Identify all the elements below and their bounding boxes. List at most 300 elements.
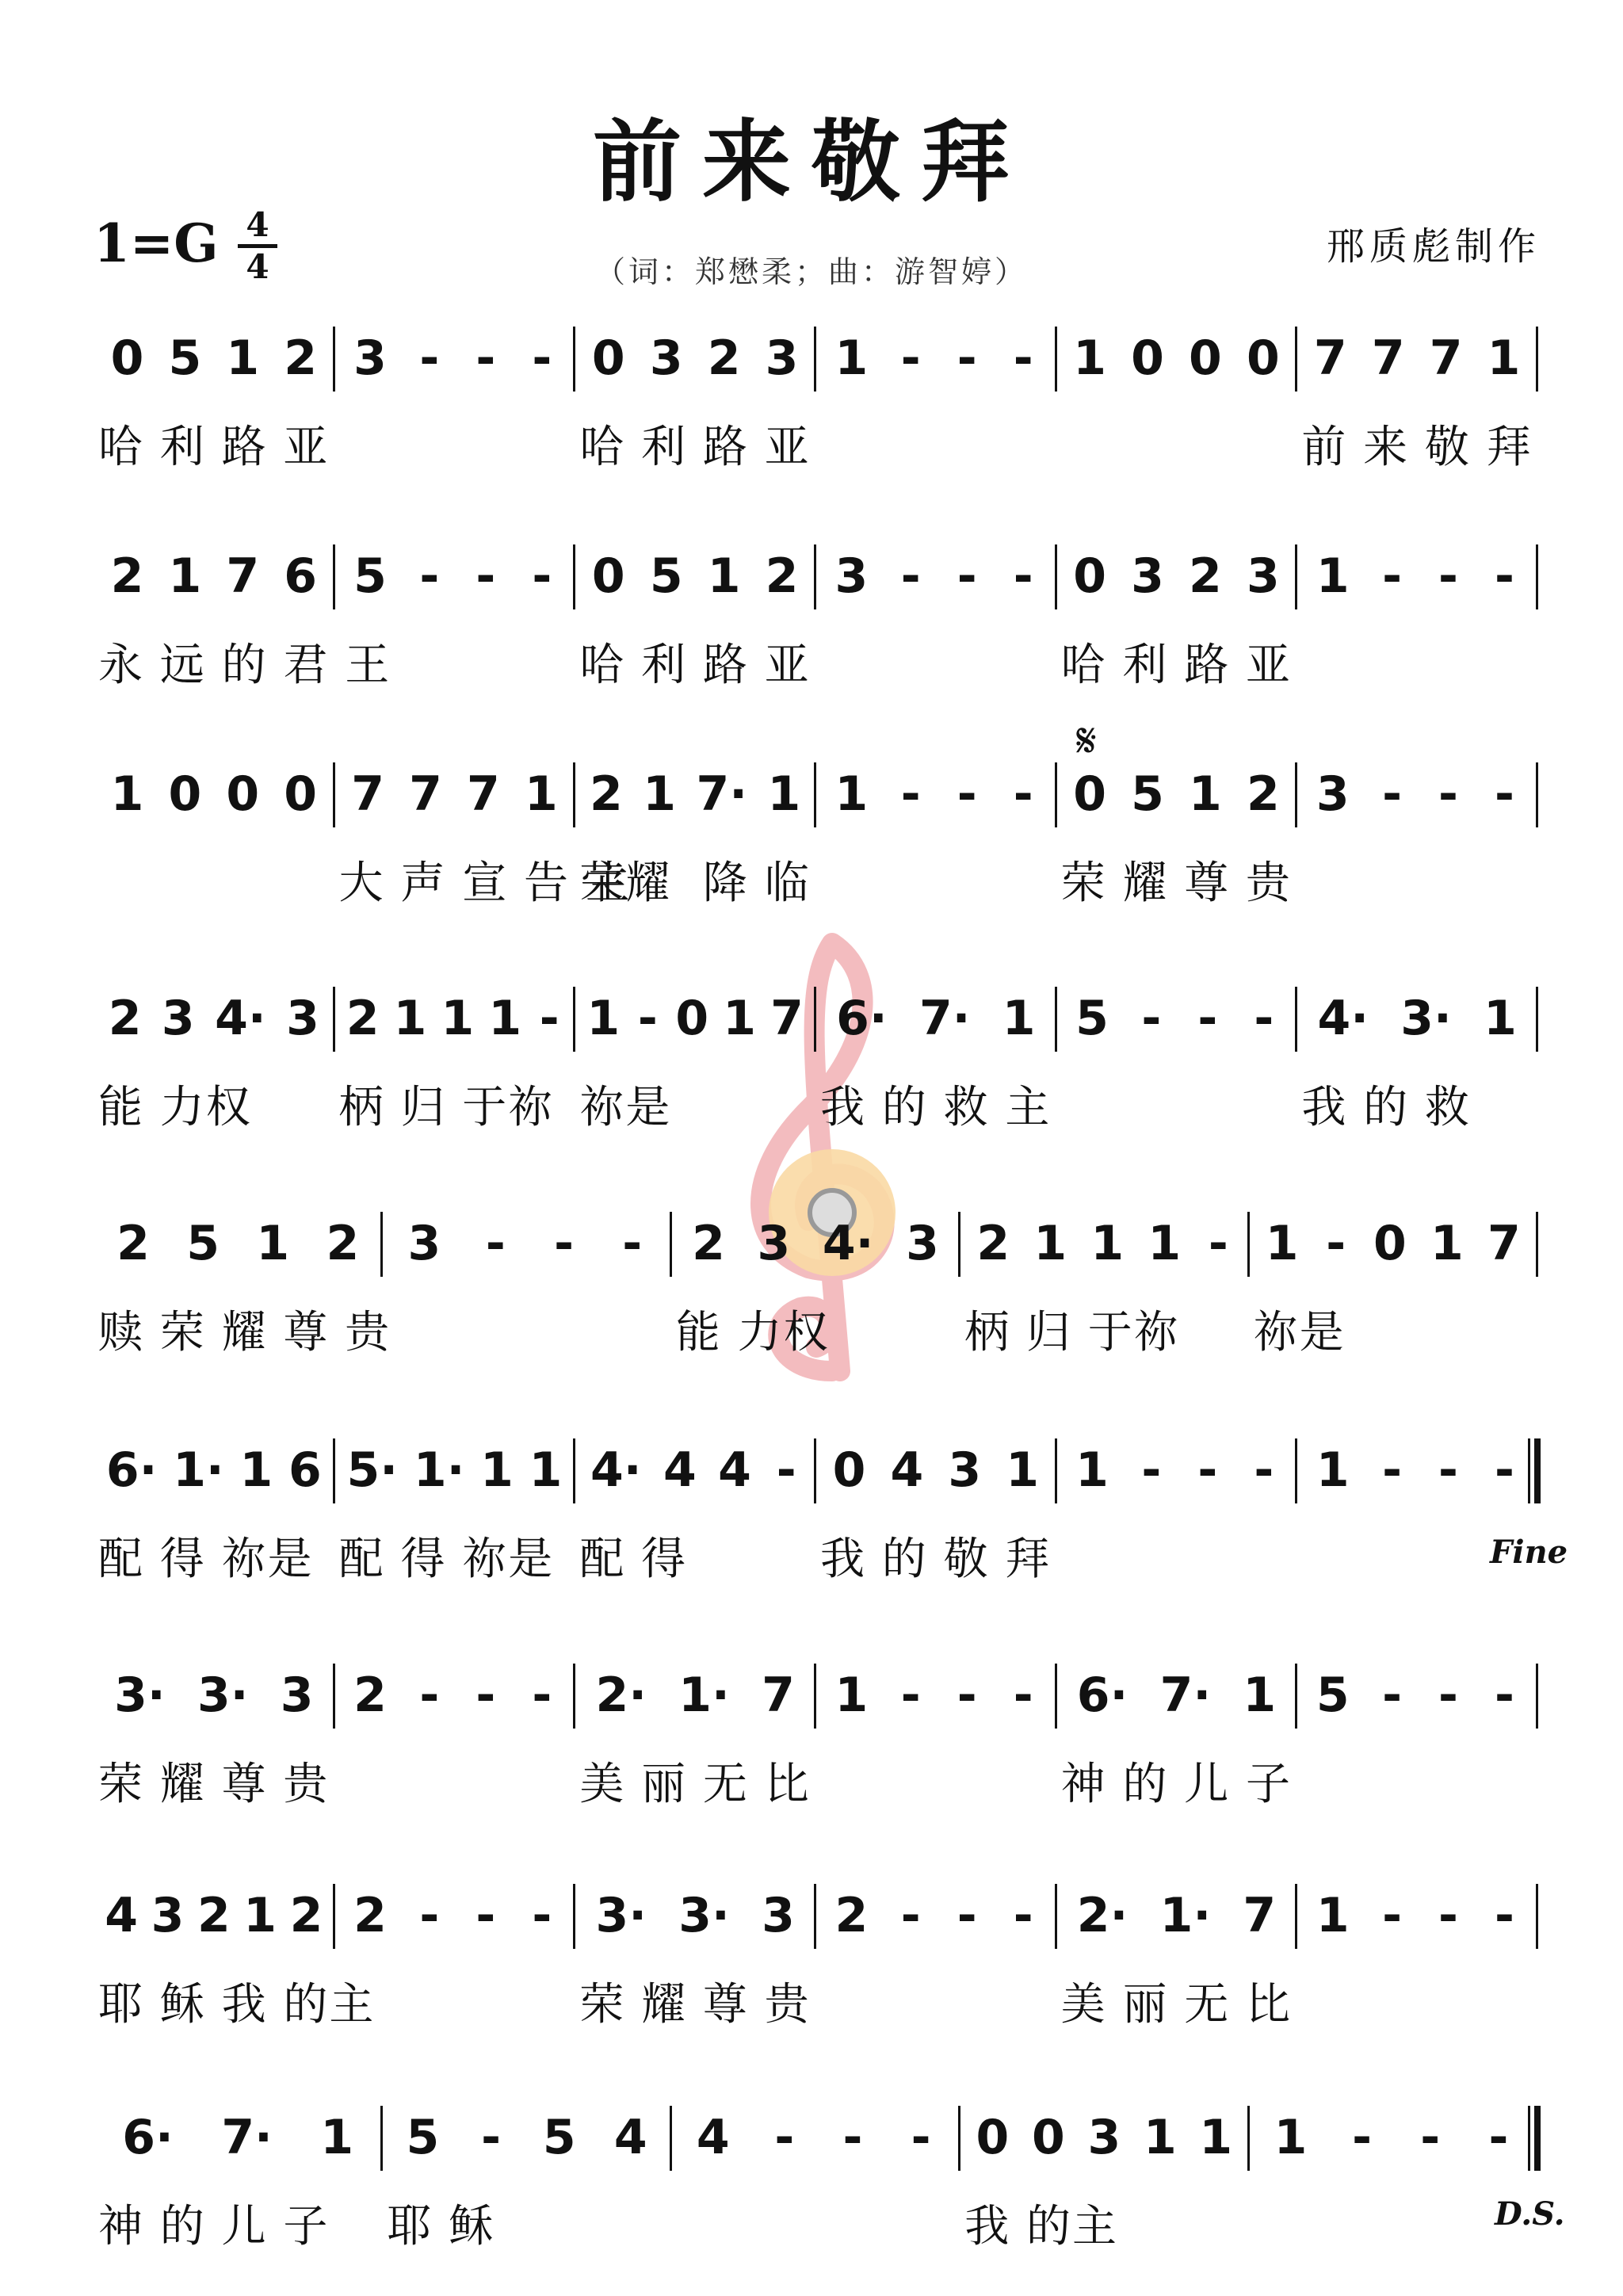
measure: [579, 1890, 811, 1941]
note: 1: [226, 330, 260, 386]
note: 7: [409, 766, 442, 822]
note: 1: [1143, 2110, 1177, 2165]
note-extension: -: [1495, 766, 1514, 822]
note: 2·: [1076, 1888, 1128, 1943]
lyric-text: 哈 利 路 亚: [1060, 640, 1293, 691]
measure: [1061, 766, 1293, 822]
key-signature: 1=G: [94, 212, 219, 274]
note: 2: [590, 766, 623, 822]
note: 3: [280, 1668, 314, 1723]
note: 7·: [1159, 1668, 1212, 1723]
note-extension: -: [475, 1668, 496, 1723]
note: 0: [226, 766, 260, 822]
note: 6·: [105, 1442, 158, 1498]
barline: [573, 327, 575, 392]
note: 1·: [678, 1668, 730, 1723]
barline: [333, 1884, 335, 1949]
measure: [1301, 1670, 1533, 1721]
note-extension: -: [1208, 1216, 1228, 1271]
note: 6: [288, 1442, 322, 1498]
note-extension: -: [1382, 766, 1402, 822]
note: 1: [524, 766, 558, 822]
note: 1: [1316, 1888, 1350, 1943]
note-extension: -: [957, 548, 977, 604]
note-extension: -: [957, 766, 977, 822]
note-extension: -: [419, 330, 440, 386]
measure: [579, 1442, 811, 1498]
note: 1: [1274, 2110, 1308, 2165]
note-extension: -: [637, 991, 658, 1046]
note: 1: [1090, 1216, 1125, 1271]
note: 5: [353, 548, 387, 604]
note-extension: -: [957, 330, 977, 386]
note: 7: [1429, 330, 1463, 386]
note-extension: -: [1495, 1668, 1514, 1723]
note: 4: [890, 1442, 924, 1498]
note: 7: [226, 548, 260, 604]
note: 5: [406, 2110, 440, 2165]
measure: [339, 766, 571, 822]
note: 7·: [221, 2110, 273, 2165]
note: 7: [351, 766, 384, 822]
note: 3: [161, 991, 195, 1046]
barline: [333, 762, 335, 827]
note: 1: [834, 330, 869, 386]
final-barline: [1528, 1438, 1541, 1503]
barline: [958, 1212, 960, 1277]
note: 2: [116, 1216, 150, 1271]
lyric-text: 配 得 祢是: [98, 1534, 314, 1585]
note: 2: [692, 1216, 725, 1271]
barline: [1295, 987, 1297, 1052]
note: 3: [649, 330, 683, 386]
note: 3·: [1400, 991, 1452, 1046]
note: 1: [1073, 330, 1106, 386]
note: 5: [1316, 1668, 1350, 1723]
measure: [339, 1890, 571, 1941]
note: 0: [832, 1442, 866, 1498]
note-extension: -: [481, 2110, 502, 2165]
note: 4·: [822, 1216, 874, 1271]
note: 3: [353, 330, 387, 386]
note-extension: -: [1197, 991, 1218, 1046]
note: 4·: [1317, 991, 1369, 1046]
note: 1: [586, 991, 621, 1046]
note: 2: [1189, 548, 1222, 604]
barline: [380, 2106, 383, 2171]
note: 1: [488, 991, 522, 1046]
barline: [573, 1438, 575, 1503]
measure: [98, 1218, 377, 1269]
note: 7: [762, 1668, 795, 1723]
note: 1: [1243, 1668, 1277, 1723]
note: 1: [723, 991, 757, 1046]
note: 3: [948, 1442, 982, 1498]
note: 0: [284, 766, 318, 822]
measure: [964, 1218, 1243, 1269]
note-extension: -: [1254, 1442, 1274, 1498]
note-extension: -: [532, 1668, 552, 1723]
barline: [814, 544, 816, 609]
measure: [387, 1218, 666, 1269]
note: 1: [1075, 1442, 1109, 1498]
barline: [814, 1438, 816, 1503]
arranger-credit: 邢质彪制作: [1326, 224, 1541, 269]
lyric-text: 前 来 敬 拜: [1301, 422, 1533, 473]
barline: [1536, 544, 1538, 609]
barline: [1536, 1664, 1538, 1729]
note: 3: [906, 1216, 939, 1271]
note: 4: [696, 2110, 730, 2165]
note: 1: [1033, 1216, 1067, 1271]
note: 0: [1189, 330, 1222, 386]
lyric-text: 荣 耀 尊 贵: [579, 1979, 811, 2030]
time-signature-top: 4: [246, 205, 269, 244]
measure: [98, 1670, 330, 1721]
lyric-text: 荣 耀 尊 贵: [1060, 858, 1293, 909]
note-extension: -: [957, 1668, 977, 1723]
measure: [1301, 548, 1533, 604]
barline: [958, 2106, 960, 2171]
note: 0: [1246, 330, 1280, 386]
note: 6: [284, 548, 318, 604]
note: 1: [243, 1888, 277, 1943]
note-extension: -: [419, 548, 440, 604]
lyric-text: 柄 归 于祢: [964, 1307, 1180, 1358]
lyric-text: 能 力权: [98, 1082, 252, 1133]
note: 5: [186, 1216, 220, 1271]
measure: [1061, 993, 1293, 1044]
note-extension: -: [1013, 1668, 1033, 1723]
note-extension: -: [475, 548, 496, 604]
note-extension: -: [1438, 548, 1458, 604]
measure: [964, 2112, 1243, 2163]
measure: [339, 993, 571, 1044]
barline: [814, 327, 816, 392]
note: 2: [197, 1888, 231, 1943]
measure: [387, 2112, 666, 2163]
note-extension: -: [419, 1668, 440, 1723]
lyric-text: 耶 稣 我 的主: [98, 1979, 376, 2030]
note-extension: -: [1382, 548, 1402, 604]
barline: [814, 1884, 816, 1949]
note: 1: [707, 548, 741, 604]
barline: [333, 987, 335, 1052]
measure: [339, 330, 571, 386]
note: 0: [1032, 2110, 1065, 2165]
lyric-text: 美 丽 无 比: [1060, 1979, 1293, 2030]
note: 1: [1316, 548, 1350, 604]
note-extension: -: [1438, 1888, 1458, 1943]
barline: [1055, 1664, 1057, 1729]
time-signature-bottom: 4: [246, 247, 269, 286]
note: 2: [289, 1888, 323, 1943]
note-extension: -: [1141, 991, 1162, 1046]
barline: [1055, 987, 1057, 1052]
barline: [670, 2106, 672, 2171]
barline: [380, 1212, 383, 1277]
measure: [98, 1890, 330, 1941]
note: 7·: [918, 991, 971, 1046]
note: 3: [1246, 548, 1280, 604]
note-extension: -: [842, 2110, 863, 2165]
measure: [820, 1890, 1052, 1941]
note: 0: [1131, 330, 1164, 386]
barline: [333, 1664, 335, 1729]
measure: [98, 2112, 377, 2163]
lyric-text: 柄 归 于祢: [338, 1082, 555, 1133]
note: 6·: [836, 991, 888, 1046]
note: 1: [1487, 330, 1521, 386]
barline: [814, 987, 816, 1052]
note: 2: [353, 1668, 387, 1723]
barline: [573, 1664, 575, 1729]
note-extension: -: [1420, 2110, 1441, 2165]
barline: [1295, 1664, 1297, 1729]
ds-mark: D.S.: [1495, 2195, 1565, 2233]
lyric-text: 我 的 救: [1301, 1082, 1471, 1133]
measure: [1254, 1218, 1533, 1269]
note-extension: -: [774, 2110, 795, 2165]
note-extension: -: [900, 548, 921, 604]
measure: [820, 766, 1052, 822]
note-extension: -: [419, 1888, 440, 1943]
measure: [1301, 330, 1533, 386]
barline: [573, 1884, 575, 1949]
lyric-text: 我 的主: [964, 2201, 1118, 2252]
note: 2: [1246, 766, 1280, 822]
lyric-text: 祢是: [1253, 1307, 1346, 1358]
note: 3·: [114, 1668, 166, 1723]
note-extension: -: [1438, 1668, 1458, 1723]
measure: [676, 1218, 955, 1269]
note: 2: [284, 330, 318, 386]
lyric-text: 荣 耀 尊 贵: [98, 1759, 330, 1810]
measure: [1301, 1890, 1533, 1941]
note-extension: -: [1254, 991, 1274, 1046]
barline: [573, 987, 575, 1052]
measure: [1061, 330, 1293, 386]
note: 1: [1199, 2110, 1233, 2165]
note-extension: -: [1438, 766, 1458, 822]
lyric-text: 哈 利 路 亚: [579, 422, 811, 473]
measure: [98, 548, 330, 604]
measure: [820, 1442, 1052, 1498]
note: 1: [834, 1668, 869, 1723]
measure: [1301, 766, 1533, 822]
note: 5: [1131, 766, 1164, 822]
barline: [1295, 762, 1297, 827]
note: 3: [1087, 2110, 1121, 2165]
barline: [1055, 762, 1057, 827]
note: 5: [168, 330, 202, 386]
barline: [1536, 762, 1538, 827]
barline: [1536, 987, 1538, 1052]
measure: [1254, 2112, 1533, 2163]
barline: [1247, 2106, 1250, 2171]
lyric-text: 耶 稣: [387, 2201, 495, 2252]
measure: [676, 2112, 955, 2163]
note: 1·: [173, 1442, 224, 1498]
barline: [1536, 1212, 1538, 1277]
measure: [820, 1670, 1052, 1721]
note: 1: [441, 991, 475, 1046]
note: 4·: [215, 991, 266, 1046]
note-extension: -: [1438, 1442, 1458, 1498]
note-extension: -: [1382, 1888, 1402, 1943]
barline: [573, 544, 575, 609]
note: 3: [286, 991, 319, 1046]
note-extension: -: [532, 330, 552, 386]
note: 0: [591, 330, 625, 386]
measure: [1061, 1670, 1293, 1721]
note: 1: [480, 1442, 514, 1498]
note: 2: [834, 1888, 869, 1943]
note-extension: -: [900, 766, 921, 822]
note: 2: [346, 991, 380, 1046]
note: 6·: [122, 2110, 174, 2165]
final-barline: [1528, 2106, 1541, 2171]
note: 5·: [346, 1442, 399, 1498]
note-extension: -: [532, 1888, 552, 1943]
measure: [820, 548, 1052, 604]
measure: [1061, 1890, 1293, 1941]
barline: [1055, 544, 1057, 609]
measure: [820, 993, 1052, 1044]
note: 2·: [595, 1668, 647, 1723]
note: 5: [649, 548, 683, 604]
measure: [1301, 1442, 1533, 1498]
note-extension: -: [957, 1888, 977, 1943]
note: 0: [591, 548, 625, 604]
note: 3·: [678, 1888, 730, 1943]
lyric-text: 我 的 敬 拜: [820, 1534, 1052, 1585]
barline: [1295, 327, 1297, 392]
note: 1: [1484, 991, 1517, 1046]
barline: [1055, 1438, 1057, 1503]
note-extension: -: [900, 1668, 921, 1723]
note: 3: [765, 330, 799, 386]
note-extension: -: [1013, 1888, 1033, 1943]
barline: [1295, 544, 1297, 609]
barline: [814, 1664, 816, 1729]
note-extension: -: [1013, 766, 1033, 822]
note: 1: [1430, 1216, 1464, 1271]
measure: [1061, 548, 1293, 604]
note: 1: [393, 991, 427, 1046]
barline: [1536, 1884, 1538, 1949]
note: 1: [834, 766, 869, 822]
note: 1: [767, 766, 801, 822]
note-extension: -: [1013, 330, 1033, 386]
lyric-text: 祢是: [579, 1082, 672, 1133]
barline: [573, 762, 575, 827]
note: 1: [110, 766, 144, 822]
note-extension: -: [475, 1888, 496, 1943]
measure: [339, 1670, 571, 1721]
measure: [579, 548, 811, 604]
note: 7: [1243, 1888, 1277, 1943]
note: 2: [326, 1216, 360, 1271]
measure: [579, 766, 811, 822]
note: 1: [239, 1442, 273, 1498]
note: 4: [105, 1888, 139, 1943]
note: 7: [1487, 1216, 1521, 1271]
note: 1: [320, 2110, 354, 2165]
note-extension: -: [1382, 1442, 1402, 1498]
note: 7: [770, 991, 804, 1046]
barline: [814, 762, 816, 827]
note-extension: -: [1495, 548, 1514, 604]
note: 0: [976, 2110, 1010, 2165]
measure: [579, 993, 811, 1044]
note-extension: -: [1495, 1442, 1514, 1498]
measure: [1061, 1442, 1293, 1498]
lyric-text: 能 力权: [675, 1307, 830, 1358]
note: 2: [707, 330, 741, 386]
note: 4: [613, 2110, 647, 2165]
note: 4·: [590, 1442, 642, 1498]
note-extension: -: [1352, 2110, 1373, 2165]
note-extension: -: [532, 548, 552, 604]
barline: [1295, 1438, 1297, 1503]
note-extension: -: [1488, 2110, 1509, 2165]
note: 7: [467, 766, 500, 822]
note: 2: [976, 1216, 1010, 1271]
note: 3·: [197, 1668, 249, 1723]
note: 0: [675, 991, 709, 1046]
measure: [98, 330, 330, 386]
lyric-text: 大 声 宣 告 主: [338, 858, 632, 909]
note: 3·: [595, 1888, 647, 1943]
note: 4: [718, 1442, 751, 1498]
measure: [579, 1670, 811, 1721]
note: 3: [407, 1216, 441, 1271]
lyric-text: 哈 利 路 亚: [579, 640, 811, 691]
note: 3: [834, 548, 869, 604]
note: 1: [256, 1216, 290, 1271]
note: 5: [542, 2110, 576, 2165]
measure: [1301, 993, 1533, 1044]
note-extension: -: [900, 1888, 921, 1943]
note-extension: -: [911, 2110, 931, 2165]
note-extension: -: [622, 1216, 643, 1271]
note: 7: [1313, 330, 1347, 386]
lyric-text: 美 丽 无 比: [579, 1759, 811, 1810]
note: 2: [110, 548, 144, 604]
note: 3: [757, 1216, 791, 1271]
note: 3: [762, 1888, 795, 1943]
lyric-text: 哈 利 路 亚: [98, 422, 330, 473]
note: 2: [108, 991, 142, 1046]
note: 1: [1265, 1216, 1299, 1271]
note: 3: [1131, 548, 1164, 604]
measure: [339, 548, 571, 604]
barline: [670, 1212, 672, 1277]
note-extension: -: [1382, 1668, 1402, 1723]
lyric-text: 配 得 祢是: [338, 1534, 555, 1585]
note: 2: [765, 548, 799, 604]
measure: [98, 1442, 330, 1498]
barline: [333, 1438, 335, 1503]
barline: [333, 327, 335, 392]
note: 1·: [1159, 1888, 1212, 1943]
note: 1: [529, 1442, 563, 1498]
note-extension: -: [1013, 548, 1033, 604]
note: 1: [1002, 991, 1036, 1046]
fine-mark: Fine: [1490, 1534, 1568, 1571]
barline: [1055, 327, 1057, 392]
